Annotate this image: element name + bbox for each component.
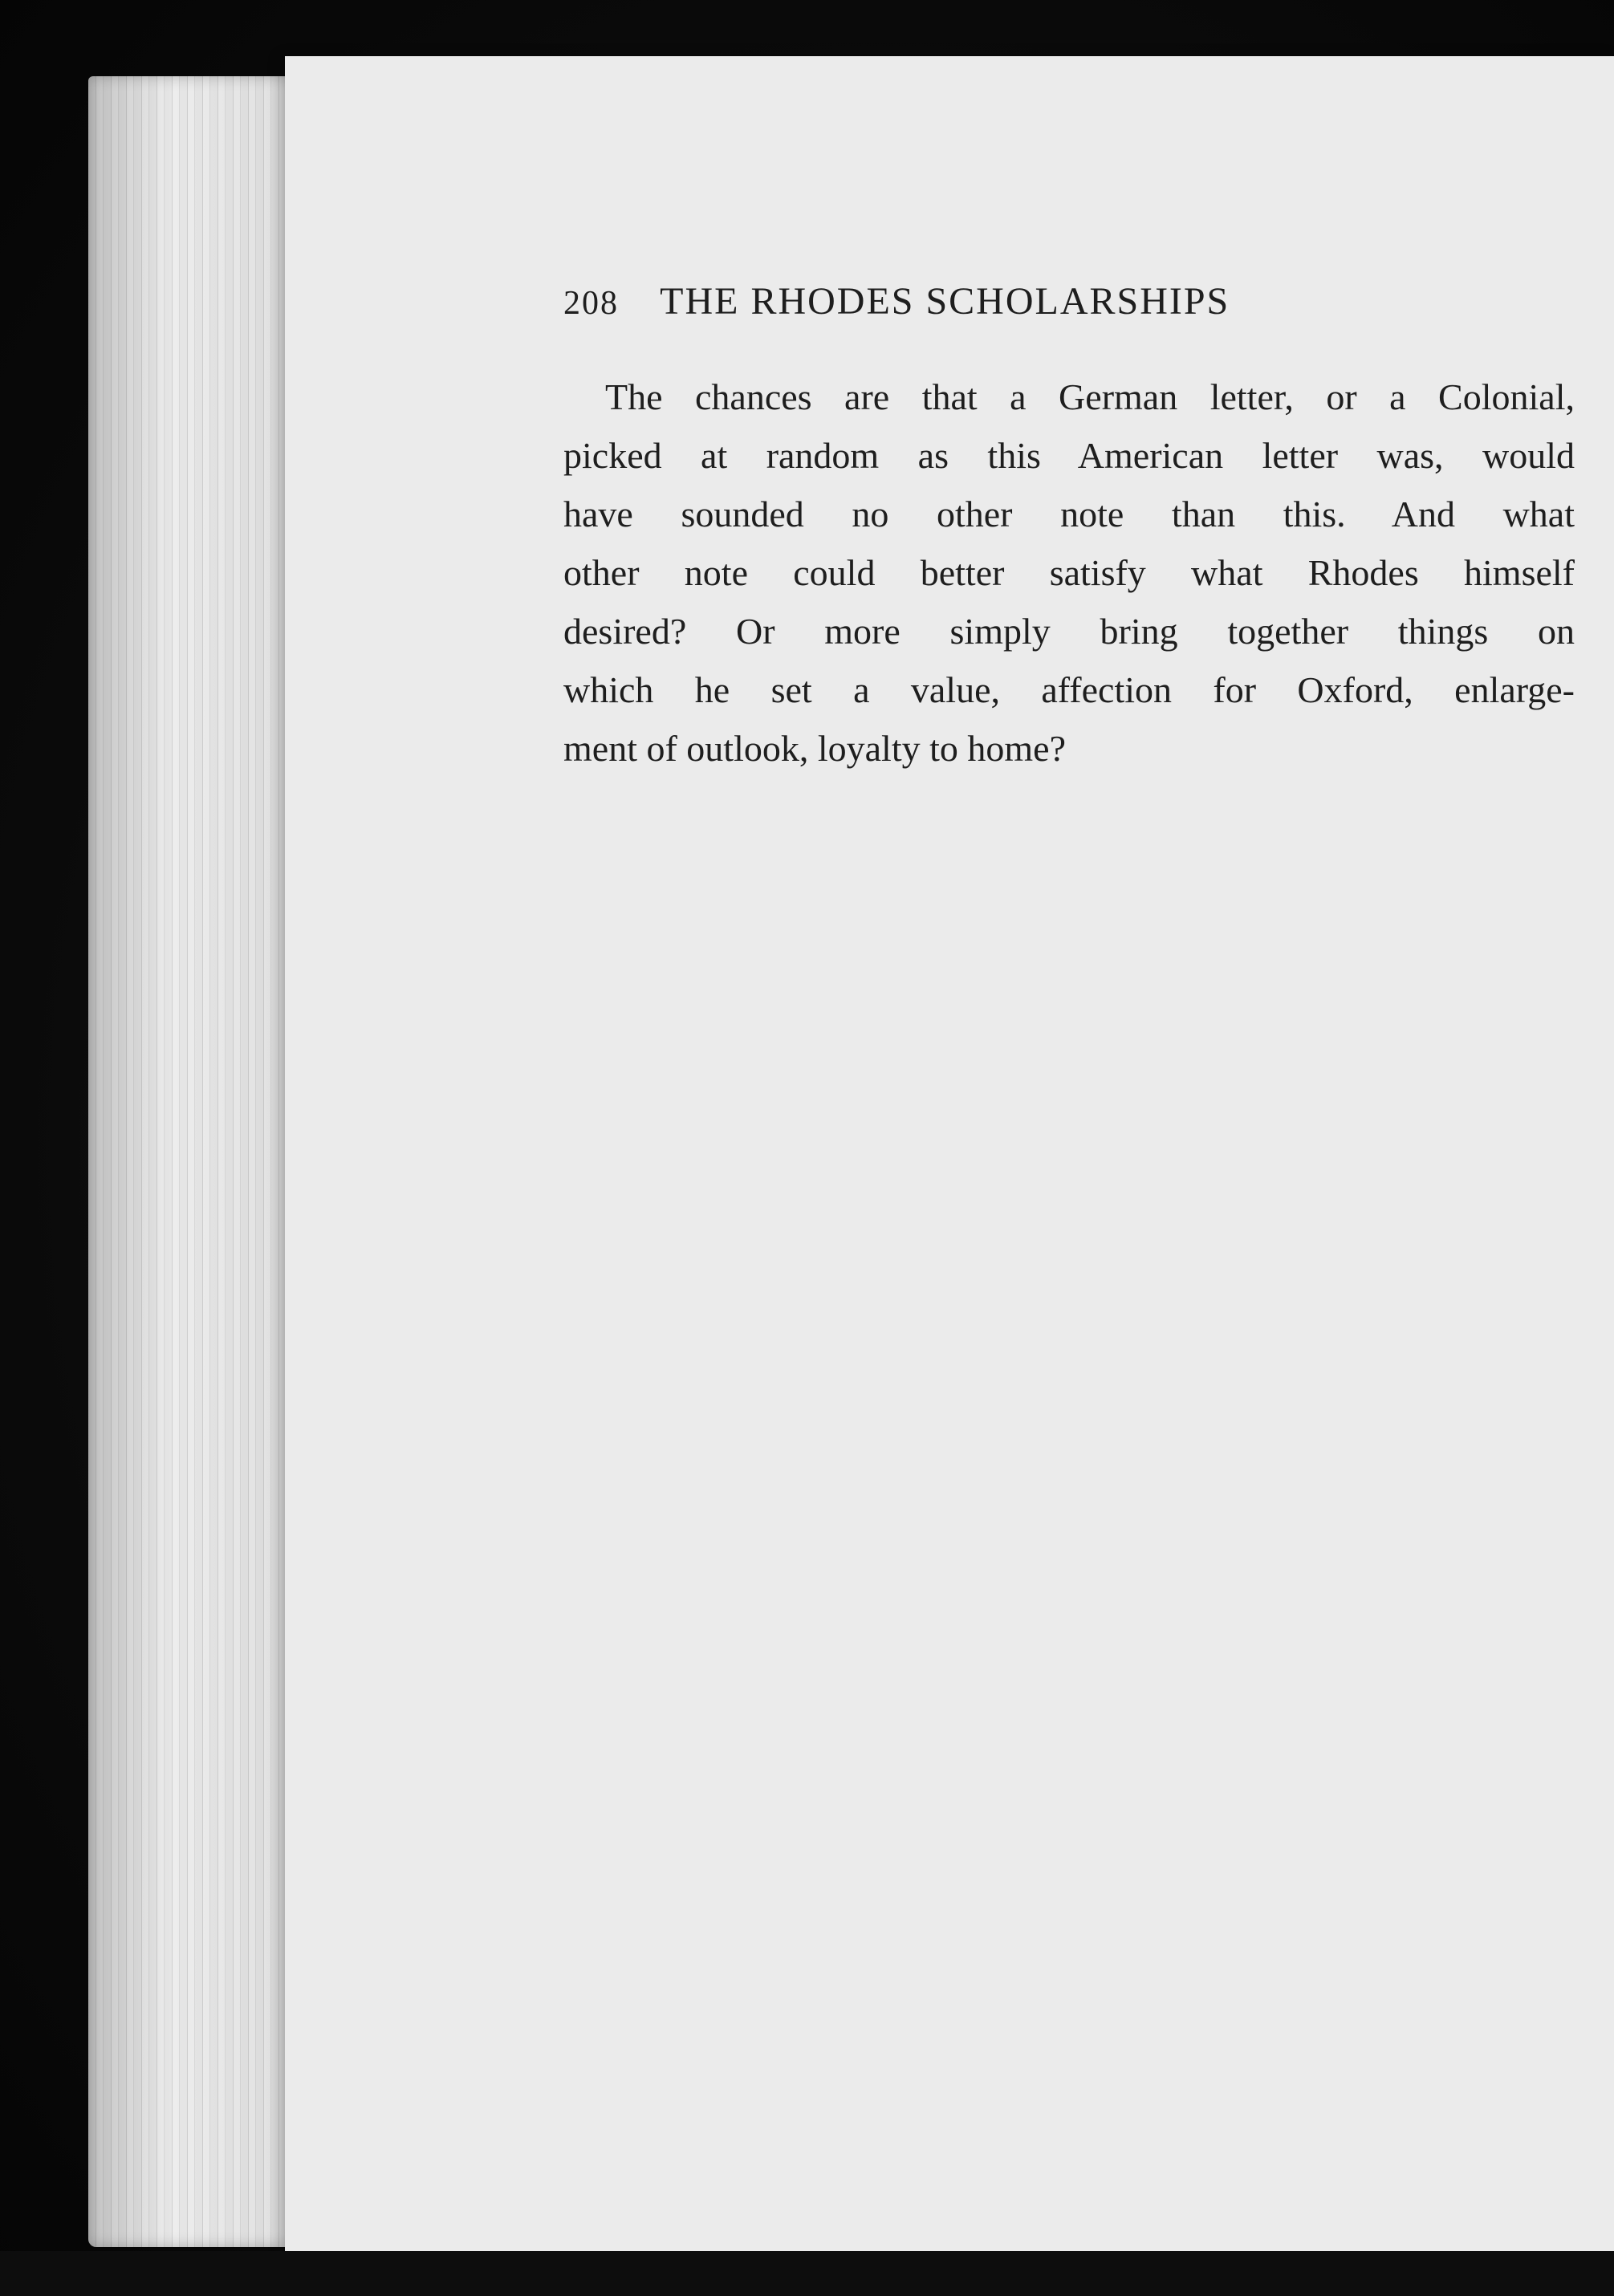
text-line: which he set a value, affection for Oxford, enlarge- (563, 669, 1575, 710)
running-head-title: THE RHODES SCHOLARSHIPS (660, 280, 1230, 323)
text-line: ment of outlook, loyalty to home? (563, 728, 1067, 769)
text-line: desired? Or more simply bring together things on (563, 611, 1575, 652)
bottom-edge (0, 2251, 1614, 2296)
text-line: other note could better satisfy what Rhodes himself (563, 552, 1575, 593)
text-line: The chances are that a German letter, or a Colonial, (605, 376, 1575, 417)
body-paragraph (563, 368, 1575, 778)
page-edges (88, 76, 297, 2247)
text-line: picked at random as this American letter was, would (563, 435, 1575, 476)
running-head (563, 279, 1614, 323)
page-number: 208 (563, 285, 619, 322)
text-line: have sounded no other note than this. And what (563, 494, 1575, 534)
book-page (285, 56, 1614, 2251)
